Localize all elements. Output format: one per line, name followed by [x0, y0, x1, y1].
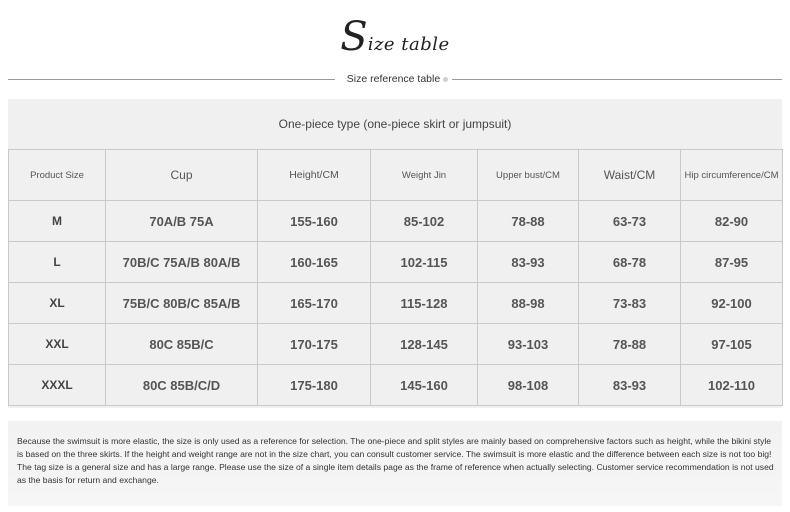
cell-upper-bust: 83-93	[478, 242, 579, 283]
size-table-panel	[8, 99, 782, 408]
cell-size: L	[9, 242, 106, 283]
page-title-rest: ize table	[367, 34, 450, 55]
cell-hip: 92-100	[681, 283, 783, 324]
cell-upper-bust: 98-108	[478, 365, 579, 406]
cell-upper-bust: 93-103	[478, 324, 579, 365]
cell-hip: 82-90	[681, 201, 783, 242]
cell-hip: 102-110	[681, 365, 783, 406]
table-row	[9, 324, 783, 365]
cell-weight: 115-128	[371, 283, 478, 324]
header-height: Height/CM	[258, 150, 371, 201]
table-row	[9, 242, 783, 283]
cell-upper-bust: 88-98	[478, 283, 579, 324]
cell-waist: 68-78	[579, 242, 681, 283]
cell-size: XXL	[9, 324, 106, 365]
header-cup: Cup	[106, 150, 258, 201]
page-title	[0, 14, 790, 60]
cell-weight: 85-102	[371, 201, 478, 242]
divider-dot	[443, 77, 448, 82]
cell-waist: 83-93	[579, 365, 681, 406]
header-upper-bust: Upper bust/CM	[478, 150, 579, 201]
cell-cup: 80C 85B/C/D	[106, 365, 258, 406]
cell-height: 170-175	[258, 324, 371, 365]
cell-waist: 78-88	[579, 324, 681, 365]
cell-height: 160-165	[258, 242, 371, 283]
cell-height: 155-160	[258, 201, 371, 242]
cell-cup: 75B/C 80B/C 85A/B	[106, 283, 258, 324]
table-header-row	[9, 150, 783, 201]
cell-weight: 102-115	[371, 242, 478, 283]
table-title: One-piece type (one-piece skirt or jumpsuit)	[278, 117, 512, 131]
cell-height: 175-180	[258, 365, 371, 406]
disclaimer-text: Because the swimsuit is more elastic, the size is only used as a reference for selection. The one-piece and split styles are mainly based on comprehensive factors such as height, while the bikini style is based on the three skirts. If the height and weight range are not in the size chart, you can consult customer service. The swimsuit is more elastic and the difference between each size is not too big! The tag size is a general size and has a large range. Please use the size of a single item details page as the frame of reference when actually selecting. Customer service recommendation is not used as the basis for return and exchange.	[17, 436, 774, 485]
cell-cup: 70B/C 75A/B 80A/B	[106, 242, 258, 283]
size-table	[8, 149, 783, 406]
cell-cup: 80C 85B/C	[106, 324, 258, 365]
cell-waist: 63-73	[579, 201, 681, 242]
page-title-initial: S	[340, 14, 368, 60]
cell-waist: 73-83	[579, 283, 681, 324]
table-row	[9, 365, 783, 406]
cell-size: XL	[9, 283, 106, 324]
cell-height: 165-170	[258, 283, 371, 324]
cell-hip: 97-105	[681, 324, 783, 365]
cell-size: XXXL	[9, 365, 106, 406]
divider-left	[8, 79, 335, 80]
cell-upper-bust: 78-88	[478, 201, 579, 242]
table-row	[9, 201, 783, 242]
cell-hip: 87-95	[681, 242, 783, 283]
header-product-size: Product Size	[9, 150, 106, 201]
cell-weight: 145-160	[371, 365, 478, 406]
page-subtitle: Size reference table	[346, 73, 441, 85]
header-weight: Weight Jin	[371, 150, 478, 201]
cell-weight: 128-145	[371, 324, 478, 365]
cell-cup: 70A/B 75A	[106, 201, 258, 242]
divider-right	[452, 79, 782, 80]
header-hip: Hip circumference/CM	[681, 150, 783, 201]
table-row	[9, 283, 783, 324]
header-waist: Waist/CM	[579, 150, 681, 201]
cell-size: M	[9, 201, 106, 242]
disclaimer-panel	[8, 421, 782, 506]
